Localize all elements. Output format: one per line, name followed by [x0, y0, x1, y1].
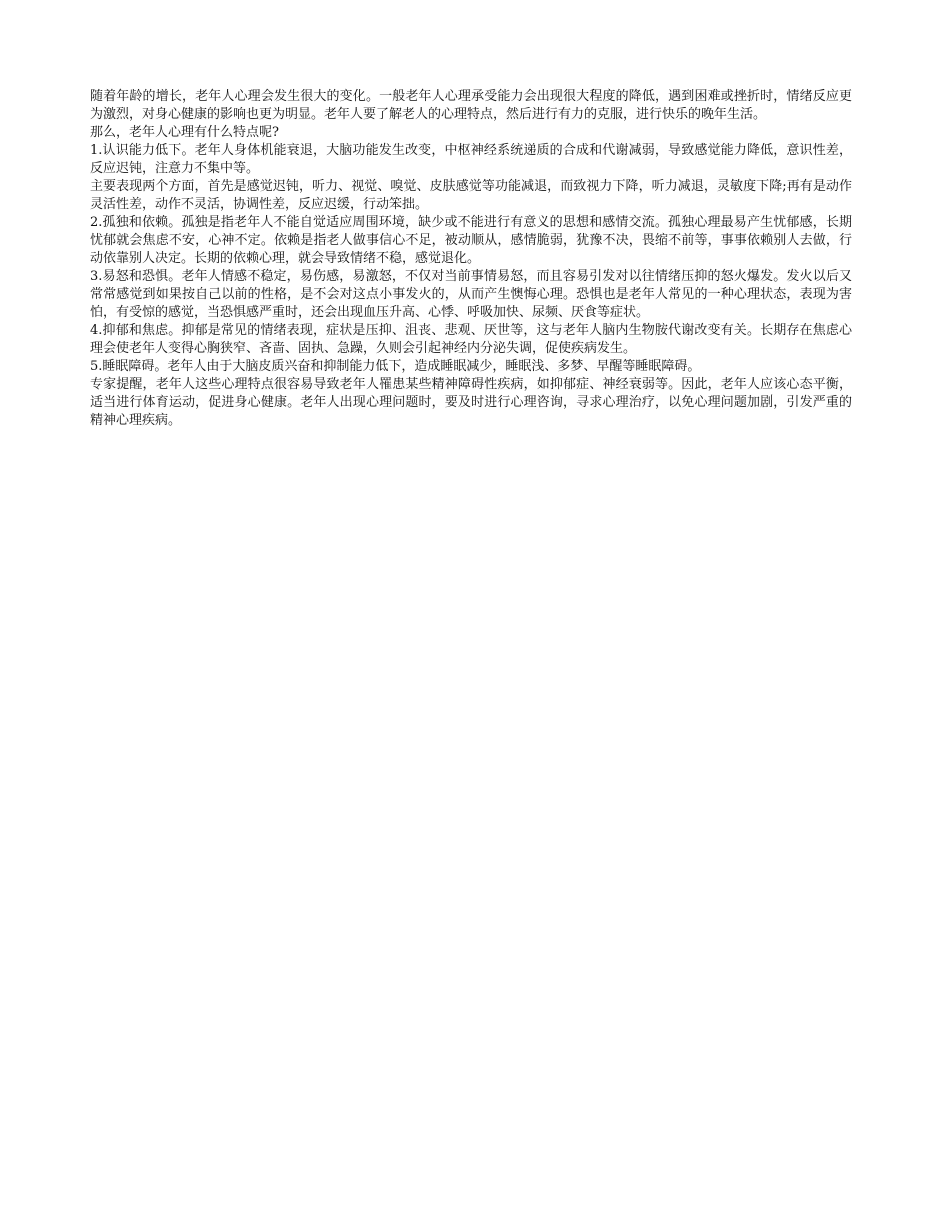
document-body	[90, 88, 852, 430]
point-2-paragraph: 2.孤独和依赖。孤独是指老年人不能自觉适应周围环境，缺少或不能进行有意义的思想和感情交流。孤独心理最易产生忧郁感，长期忧郁就会焦虑不安，心神不定。依赖是指老人做事信心不足，被动顺从，感情脆弱，犹豫不决，畏缩不前等，事事依赖别人去做，行动依靠别人决定。长期的依赖心理，就会导致情绪不稳，感觉退化。	[90, 215, 852, 266]
intro-paragraph: 随着年龄的增长，老年人心理会发生很大的变化。一般老年人心理承受能力会出现很大程度的降低，遇到困难或挫折时，情绪反应更为激烈，对身心健康的影响也更为明显。老年人要了解老人的心理特点，然后进行有力的克服，进行快乐的晚年生活。	[90, 89, 852, 122]
question-paragraph: 那么，老年人心理有什么特点呢?	[90, 125, 279, 140]
point-4-paragraph: 4.抑郁和焦虑。抑郁是常见的情绪表现，症状是压抑、沮丧、悲观、厌世等，这与老年人脑内生物胺代谢改变有关。长期存在焦虑心理会使老年人变得心胸狭窄、吝啬、固执、急躁，久则会引起神经内分泌失调，促使疾病发生。	[90, 323, 852, 356]
point-5-paragraph: 5.睡眠障碍。老年人由于大脑皮质兴奋和抑制能力低下，造成睡眠减少，睡眠浅、多梦、早醒等睡眠障碍。	[90, 359, 701, 374]
point-3-paragraph: 3.易怒和恐惧。老年人情感不稳定，易伤感，易激怒，不仅对当前事情易怒，而且容易引发对以往情绪压抑的怒火爆发。发火以后又常常感觉到如果按自己以前的性格，是不会对这点小事发火的，从而产生懊悔心理。恐惧也是老年人常见的一种心理状态，表现为害怕，有受惊的感觉，当恐惧感严重时，还会出现血压升高、心悸、呼吸加快、尿频、厌食等症状。	[90, 269, 852, 320]
point-1-detail-paragraph: 主要表现两个方面，首先是感觉迟钝，听力、视觉、嗅觉、皮肤感觉等功能减退，而致视力下降，听力减退，灵敏度下降;再有是动作灵活性差，动作不灵活，协调性差，反应迟缓，行动笨拙。	[90, 179, 852, 212]
point-1-paragraph: 1.认识能力低下。老年人身体机能衰退，大脑功能发生改变，中枢神经系统递质的合成和代谢减弱，导致感觉能力降低，意识性差，反应迟钝，注意力不集中等。	[90, 143, 852, 176]
expert-advice-paragraph: 专家提醒，老年人这些心理特点很容易导致老年人罹患某些精神障碍性疾病，如抑郁症、神经衰弱等。因此，老年人应该心态平衡，适当进行体育运动，促进身心健康。老年人出现心理问题时，要及时进行心理咨询，寻求心理治疗，以免心理问题加剧，引发严重的精神心理疾病。	[90, 377, 852, 428]
